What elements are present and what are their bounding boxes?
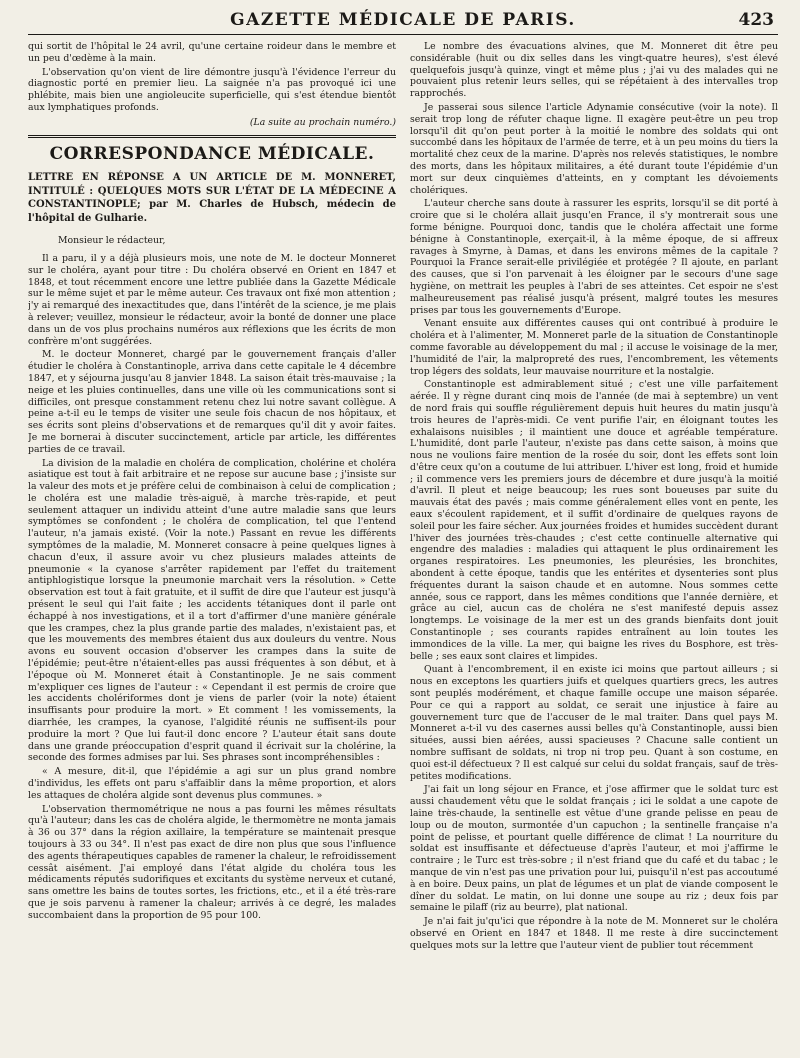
paragraph: qui sortit de l'hôpital le 24 avril, qu'une certaine roideur dans le membre et un peu d'œdème à la main. xyxy=(28,41,396,64)
paragraph: Je n'ai fait ju'qu'ici que répondre à la note de M. Monneret sur le choléra observé en Orient en 1847 et 1848. Il me reste à dire succinctement quelques mots sur la lettre que l'auteur vient de publier tout récemment xyxy=(410,916,778,951)
journal-title: GAZETTE MÉDICALE DE PARIS. xyxy=(230,10,576,30)
paragraph: M. le docteur Monneret, chargé par le gouvernement français d'aller étudier le choléra à Constantinople, arriva dans cette capitale le 4 décembre 1847, et y séjourna jusqu'au 8 janvier 1848. La saison était très-mauvaise ; la neige et les pluies continuelles, dans une ville où les communications sont si difficiles, ont presque constamment retenu chez lui notre savant collègue. A peine a-t-il eu le temps de visiter une seule fois chacun de nos hôpitaux, et ses écrits sont pleins d'observations et de remarques qu'il dit y avoir faites. Je me bornerai à discuter succinctement, article par article, les différentes parties de ce travail. xyxy=(28,349,396,455)
paragraph: L'observation thermométrique ne nous a pas fourni les mêmes résultats qu'à l'auteur; dans les cas de choléra algide, le thermomètre ne monta jamais à 36 ou 37° dans la région axillaire, la température se maintenait presque toujours à 33 ou 34°. Il n'est pas exact de dire non plus que sous l'influence des agents thérapeutiques capables de ramener la chaleur, le refroidissement cessât aisément. J'ai employé dans l'état algide du choléra tous les médicaments réputés sudorifiques et excitants du système nerveux et cutané, sans omettre les bains de toutes sortes, les frictions, etc., et il a été très-rare que je sois parvenu à ramener la chaleur; arrivés à ce degré, les malades succombaient dans la proportion de 95 pour 100. xyxy=(28,803,396,921)
paragraph: Constantinople est admirablement situé ; c'est une ville parfaitement aérée. Il y règne durant cinq mois de l'année (de mai à septembre) un vent de nord frais qui souffle régulièrement depuis huit heures du matin jusqu'à trois heures de l'après-midi. Ce vent purifie l'air, en éloignant toutes les exhalaisons nuisibles ; il maintient une douce et agréable température. L'humidité, dont parle l'auteur, n'existe pas dans cette saison, à moins que nous ne voulions faire mention de la rosée du soir, dont les effets sont loin d'être ceux qu'on a coutume de lui attribuer. L'hiver est long, froid et humide ; il commence vers les premiers jours de décembre et dure jusqu'à la moitié d'avril. Il pleut et neige beaucoup; les rues sont boueuses par suite du mauvais état des pavés ; mais comme généralement elles vont en pente, les eaux s'écoulent rapidement, et il suffit d'ordinaire de quelques rayons de soleil pour les faire sécher. Aux journées froides et humides succèdent durant l'hiver des journées très-chaudes ; c'est cette continuelle alternative qui engendre des maladies : maladies qui attaquent le plus ordinairement les organes respiratoires. Les pneumonies, les pleurésies, les bronchites, abondent à cette époque, tandis que les entérites et dysenteries sont plus fréquentes durant la saison chaude et en automne. Nous sommes cette année, sous ce rapport, dans les mêmes conditions que l'année dernière, et grâce au ciel, aucun cas de choléra ne s'est manifesté depuis assez longtemps. Le voisinage de la mer est un des grands bienfaits dont jouit Constantinople ; ses courants rapides entraînent au loin toutes les immondices de la ville. La mer, qui baigne les rives du Bosphore, est très-belle ; ses eaux sont claires et limpides. xyxy=(410,379,778,662)
columns xyxy=(28,41,778,1046)
masthead xyxy=(28,0,778,35)
quotation: « A mesure, dit-il, que l'épidémie a agi sur un plus grand nombre d'individus, les effets ont paru s'affaiblir dans la même proportion, et alors les attaques de choléra algide sont devenus plus communes. » xyxy=(28,766,396,801)
section-title: CORRESPONDANCE MÉDICALE. xyxy=(49,143,375,164)
paragraph: Quant à l'encombrement, il en existe ici moins que partout ailleurs ; si nous en exceptons les quartiers juifs et quelques quartiers grecs, les autres sont peuplés modérément, et chaque famille occupe une maison séparée. Pour ce qui a rapport au soldat, ce serait une injustice à faire au gouvernement turc que de l'accuser de le mal traiter. Dans quel pays M. Monneret a-t-il vu des casernes aussi belles qu'à Constantinople, aussi bien situées, aussi bien aérées, aussi spacieuses ? Chacune salle contient un nombre suffisant de soldats, ni trop ni trop peu. Quant à son costume, en quoi est-il défectueux ? Il est calqué sur celui du soldat français, sauf de très-petites modifications. xyxy=(410,664,778,782)
paragraph: J'ai fait un long séjour en France, et j'ose affirmer que le soldat turc est aussi chaudement vêtu que le soldat français ; ici le soldat a une capote de laine très-chaude, la sentinelle est vêtue d'une grande pelisse en peau de loup ou de mouton, surmontée d'un capuchon ; la sentinelle française n'a point de pelisse, et pourtant quelle différence de climat ! La nourriture du soldat est insuffisante et défectueuse d'après l'auteur, et moi j'affirme le contraire ; le Turc est très-sobre ; il n'est friand que du café et du tabac ; le manque de vin n'est pas une privation pour lui, puisqu'il n'est pas accoutumé à en boire. Deux pains, un plat de légumes et un plat de viande composent le dîner du soldat. Le matin, on lui donne une soupe au riz ; deux fois par semaine le pilaff (riz au beurre), plat national. xyxy=(410,784,778,914)
greeting: Monsieur le rédacteur, xyxy=(58,235,166,247)
right-column xyxy=(410,41,778,1046)
letter-heading: LETTRE EN RÉPONSE A UN ARTICLE DE M. MONNERET, INTITULÉ : QUELQUES MOTS SUR L'ÉTAT DE LA MÉDECINE A CONSTANTINOPLE; par M. Charles de Hubsch, médecin de l'hôpital de Gulharie. xyxy=(28,172,396,224)
paragraph: Venant ensuite aux différentes causes qui ont contribué à produire le choléra et à l'alimenter, M. Monneret parle de la situation de Constantinople comme favorable au développement du mal ; il accuse le voisinage de la mer, l'humidité de l'air, la malpropreté des rues, l'encombrement, les vêtements trop légers des soldats, leur mauvaise nourriture et la nostalgie. xyxy=(410,318,778,377)
paragraph: L'auteur cherche sans doute à rassurer les esprits, lorsqu'il se dit porté à croire que si le choléra allait jusqu'en France, il s'y montrerait sous une forme bénigne. Pourquoi donc, tandis que le choléra affectait une forme bénigne à Constantinople, exerçait-il, à la même époque, de si affreux ravages à Smyrne, à Damas, et dans les environs mêmes de la capitale ? Pourquoi la France serait-elle privilégiée et protégée ? Il ajoute, en parlant des causes, que si l'on parvenait à les éloigner par le secours d'une sage hygiène, on mettrait les peuples à l'abri de ses atteintes. Cet espoir ne s'est malheureusement pas réalisé jusqu'à présent, malgré toutes les mesures prises par tous les gouvernements d'Europe. xyxy=(410,198,778,316)
page-number: 423 xyxy=(738,10,774,30)
left-column xyxy=(28,41,396,1046)
paragraph: L'observation qu'on vient de lire démontre jusqu'à l'évidence l'erreur du diagnostic porté en premier lieu. La saignée n'a pas provoqué ici une phlébite, mais bien une angioleucite superficielle, qui s'est étendue bientôt aux lymphatiques profonds. xyxy=(28,66,396,113)
paragraph: La division de la maladie en choléra de complication, cholérine et choléra asiatique est tout à fait arbitraire et ne repose sur aucune base ; j'insiste sur la valeur des mots et je préfère celui de combinaison à celui de complication ; le choléra est une maladie très-aiguë, à marche très-rapide, et peut seulement attaquer un individu atteint d'une autre maladie sans que leurs symptômes se confondent ; le choléra de complication, tel que l'entend l'auteur, n'a jamais existé. (Voir la note.) Passant en revue les différents symptômes de la maladie, M. Monneret consacre à peine quelques lignes à chacun d'eux, il assure avoir vu chez plusieurs malades atteints de pneumonie « la cyanose s'arrêter rapidement par l'effet du traitement antiphlogistique lorsque la pneumonie marchait vers la résolution. » Cette observation est tout à fait gratuite, et il suffit de dire que l'auteur est jusqu'à présent le seul qui l'ait faite ; les accidents tétaniques dont il parle ont échappé à nos investigations, et il a tort d'affirmer d'une manière générale que les crampes, chez la plus grande partie des malades, n'existaient pas, et que les mouvements des membres étaient dus aux douleurs du ventre. Nous avons eu souvent occasion d'observer les crampes dans la suite de l'épidémie; peut-être n'étaient-elles pas aussi fréquentes à son début, et à l'époque où M. Monneret était à Constantinople. Je ne sais comment m'expliquer ces lignes de l'auteur : « Cependant il est permis de croire que les accidents cholériformes dont je viens de parler (voir la note) étaient insuffisants pour produire la mort. » Et comment ! les vomissements, la diarrhée, les crampes, la cyanose, l'algidité réunis ne suffisent-ils pour produire la mort ? Que lui faut-il donc encore ? L'auteur était sans doute dans une grande préoccupation d'esprit quand il écrivait sur la cholérine, la seconde des formes admises par lui. Ses phrases sont incompréhensibles : xyxy=(28,457,396,764)
section-divider xyxy=(28,135,396,138)
continued-note: (La suite au prochain numéro.) xyxy=(249,116,396,128)
paragraph: Le nombre des évacuations alvines, que M. Monneret dit être peu considérable (huit ou dix selles dans les vingt-quatre heures), s'est élevé quelquefois jusqu'à quinze, vingt et même plus ; j'ai vu des malades qui ne pouvaient plus retenir leurs selles, qui se répétaient à des intervalles trop rapprochés. xyxy=(410,41,778,100)
paragraph: Il a paru, il y a déjà plusieurs mois, une note de M. le docteur Monneret sur le choléra, ayant pour titre : Du choléra observé en Orient en 1847 et 1848, et tout récemment encore une lettre publiée dans la Gazette Médicale sur le même sujet et par le même auteur. Ces travaux ont fixé mon attention ; j'y ai remarqué des inexactitudes que, dans l'intérêt de la science, je me plais à relever; veuillez, monsieur le rédacteur, avoir la bonté de donner une place dans un de vos plus prochains numéros aux réflexions que les écrits de mon confrère m'ont suggérées. xyxy=(28,252,396,347)
paragraph: Je passerai sous silence l'article Adynamie consécutive (voir la note). Il serait trop long de réfuter chaque ligne. Il exagère peut-être un peu trop lorsqu'il dit qu'on peut porter à la moitié le nombre des soldats qui ont succombé dans les hôpitaux de l'armée de terre, et à un peu moins du tiers la mortalité chez ceux de la marine. D'après nos relevés statistiques, le nombre des morts, dans les hôpitaux militaires, a été durant toute l'épidémie d'un mort sur deux cinquièmes d'atteints, en y comptant les dévoiements cholériques. xyxy=(410,101,778,196)
